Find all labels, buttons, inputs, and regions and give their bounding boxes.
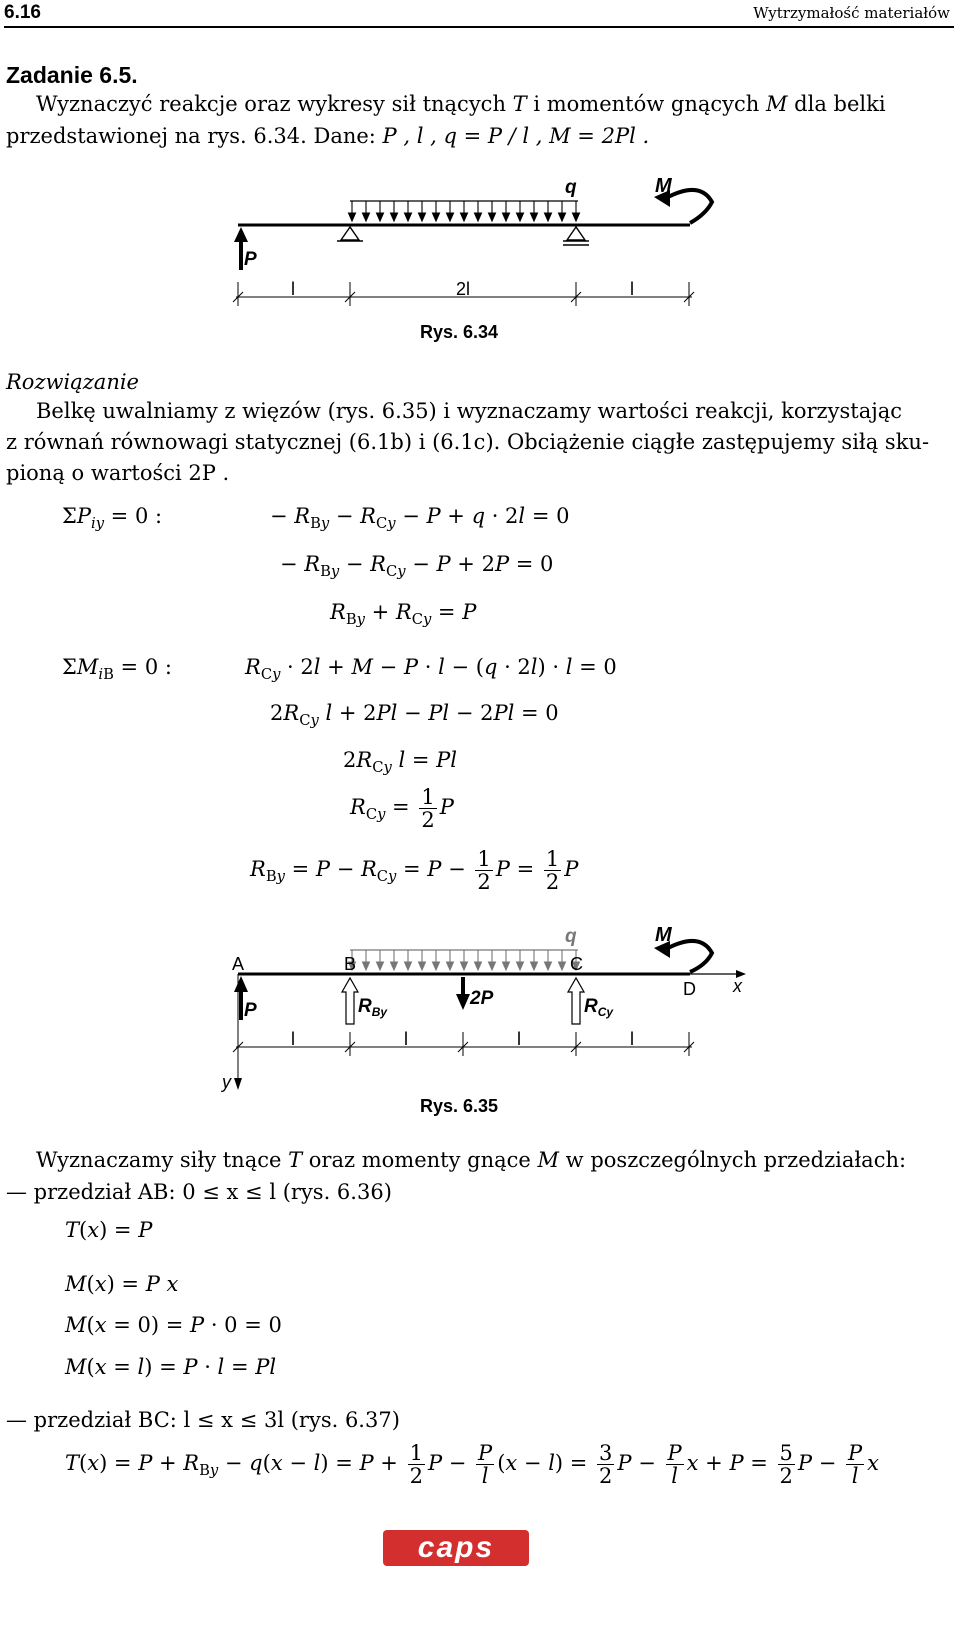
solution-line-2: z równań równowagi statycznej (6.1b) i (6.1c). Obciążenie ciągłe zastępujemy siłą sku-: [6, 430, 930, 454]
fig2-C: C: [570, 954, 583, 974]
load-arrow-head: [405, 213, 412, 221]
fig1-dim-2: 2l: [456, 279, 471, 299]
fig2-dim-2: l: [404, 1029, 408, 1049]
load-arrow-head: [489, 962, 496, 970]
solution-line-3: pioną o wartości 2P .: [6, 461, 230, 485]
interval-BC: — przedział BC: l ≤ x ≤ 3l (rys. 6.37): [6, 1408, 400, 1432]
fig2-P: P: [244, 1000, 257, 1021]
distributed-load-arrows: [349, 201, 580, 221]
load-arrow-head: [517, 962, 524, 970]
fig2-y: y: [222, 1072, 231, 1092]
eq-T-AB: T(x) = P: [65, 1218, 153, 1242]
fig2-dim-1: l: [291, 1029, 295, 1049]
eq-T-BC: $T(x) = P + R_{By} - q(x - l) = P$ + $\frac{1}{2}$ P − $\frac{P}{l}$ (x − l) = $\frac{3}{2}$ P − $\frac{P}{l}$ x + P = $\frac{5}{2}$ P − $\frac{P}{l}$ x: [65, 1441, 879, 1489]
load-arrow-head: [517, 213, 524, 221]
load-arrow-head: [377, 213, 384, 221]
eq-M-AB-0: M(x = 0) = P · 0 = 0: [65, 1313, 282, 1337]
fig2-A: A: [232, 954, 245, 974]
load-arrow-head: [363, 213, 370, 221]
load-arrow-head: [363, 962, 370, 970]
caps-logo: caps: [383, 1530, 529, 1566]
load-arrow-head: [531, 213, 538, 221]
distributed-load-arrows-2: [349, 950, 580, 970]
load-arrow-head: [503, 962, 510, 970]
load-arrow-head: [475, 962, 482, 970]
load-arrow-head: [391, 213, 398, 221]
load-arrow-head: [447, 213, 454, 221]
fig2-M: M: [655, 924, 672, 946]
fig2-D: D: [683, 979, 696, 999]
load-arrow-head: [391, 962, 398, 970]
eq-4: $R_{Cy} \cdot 2l + M - P \cdot l - (q \cdot 2l) \cdot l = 0$: [245, 655, 617, 684]
eq-6: $2R_{Cy}$ l = Pl: [343, 748, 457, 777]
fig1-label-P: P: [244, 249, 257, 270]
page-number: 6.16: [4, 2, 41, 23]
eq-M-AB: M(x) = P x: [65, 1272, 179, 1296]
load-arrow-head: [419, 213, 426, 221]
load-arrow-head: [377, 962, 384, 970]
figure-6-35: [0, 920, 960, 1120]
load-arrow-head: [489, 213, 496, 221]
figure-6-34: [0, 165, 960, 355]
support-C: [563, 227, 589, 245]
fig2-dim-3: l: [517, 1029, 521, 1049]
intervals-intro: Wyznaczamy siły tnące T oraz momenty gnące M w poszczególnych przedziałach:: [36, 1148, 907, 1172]
task-title: Zadanie 6.5.: [6, 62, 138, 88]
solution-line-1: Belkę uwalniamy z więzów (rys. 6.35) i wyznaczamy wartości reakcji, korzystając: [36, 399, 903, 423]
fig1-dim-3: l: [630, 279, 634, 299]
load-arrow-head: [405, 962, 412, 970]
load-arrow-head: [503, 213, 510, 221]
fig2-caption: Rys. 6.35: [420, 1096, 499, 1116]
eq-5: $2R_{Cy}$ l + 2Pl − Pl − 2Pl = 0: [270, 701, 559, 730]
fig1-label-M: M: [655, 175, 672, 197]
load-arrow-head: [545, 213, 552, 221]
eq-M-AB-l: M(x = l) = P · l = Pl: [65, 1355, 277, 1379]
load-arrow-head: [559, 962, 566, 970]
task-line-2: przedstawionej na rys. 6.34. Dane: P , l , q = P / l , M = 2Pl .: [6, 124, 650, 148]
load-arrow-head: [349, 213, 356, 221]
eq-8: $R_{By} = P - R_{Cy} = P$ − $\frac{1}{2}$ P = $\frac{1}{2}$ P: [250, 847, 579, 895]
interval-AB: — przedział AB: 0 ≤ x ≤ l (rys. 6.36): [6, 1180, 392, 1204]
load-arrow-head: [461, 962, 468, 970]
eq-2: − $R_{By} - R_{Cy} - P + 2P = 0$: [280, 552, 554, 581]
book-title: Wytrzymałość materiałów: [753, 4, 950, 22]
load-arrow-head: [419, 962, 426, 970]
fig1-caption: Rys. 6.34: [420, 322, 499, 342]
fig2-q: q: [565, 926, 577, 947]
load-arrow-head: [559, 213, 566, 221]
load-arrow-head: [531, 962, 538, 970]
load-arrow-head: [433, 213, 440, 221]
load-arrow-head: [461, 213, 468, 221]
load-arrow-head: [433, 962, 440, 970]
load-arrow-head: [573, 213, 580, 221]
support-B: [337, 227, 363, 241]
eq-1: − $R_{By} - R_{Cy} - P + q \cdot 2l = 0$: [270, 504, 570, 533]
header-rule: [4, 26, 954, 28]
eq-7: $R_{Cy}$ = $\frac{1}{2}$ P: [350, 785, 454, 833]
eq-3: $R_{By} + R_{Cy} = P$: [330, 600, 477, 629]
solution-heading: Rozwiązanie: [6, 370, 139, 394]
fig2-x: x: [733, 976, 742, 996]
fig2-2P: 2P: [470, 988, 494, 1009]
load-arrow-head: [545, 962, 552, 970]
fig2-RBy: $R_{By}$: [358, 996, 388, 1019]
load-arrow-head: [447, 962, 454, 970]
fig1-dim-1: l: [291, 279, 295, 299]
task-line-1: Wyznaczyć reakcje oraz wykresy sił tnących T i momentów gnących M dla belki: [36, 92, 886, 116]
fig2-dim-4: l: [630, 1029, 634, 1049]
fig2-RCy: $R_{Cy}$: [584, 996, 614, 1019]
fig2-B: B: [344, 954, 357, 974]
eq-sum-MB: $\Sigma M_{iB} = 0$ :: [62, 655, 172, 684]
fig1-label-q: q: [565, 177, 577, 198]
eq-sum-Py: $\Sigma P_{iy} = 0$ :: [62, 504, 163, 533]
load-arrow-head: [475, 213, 482, 221]
